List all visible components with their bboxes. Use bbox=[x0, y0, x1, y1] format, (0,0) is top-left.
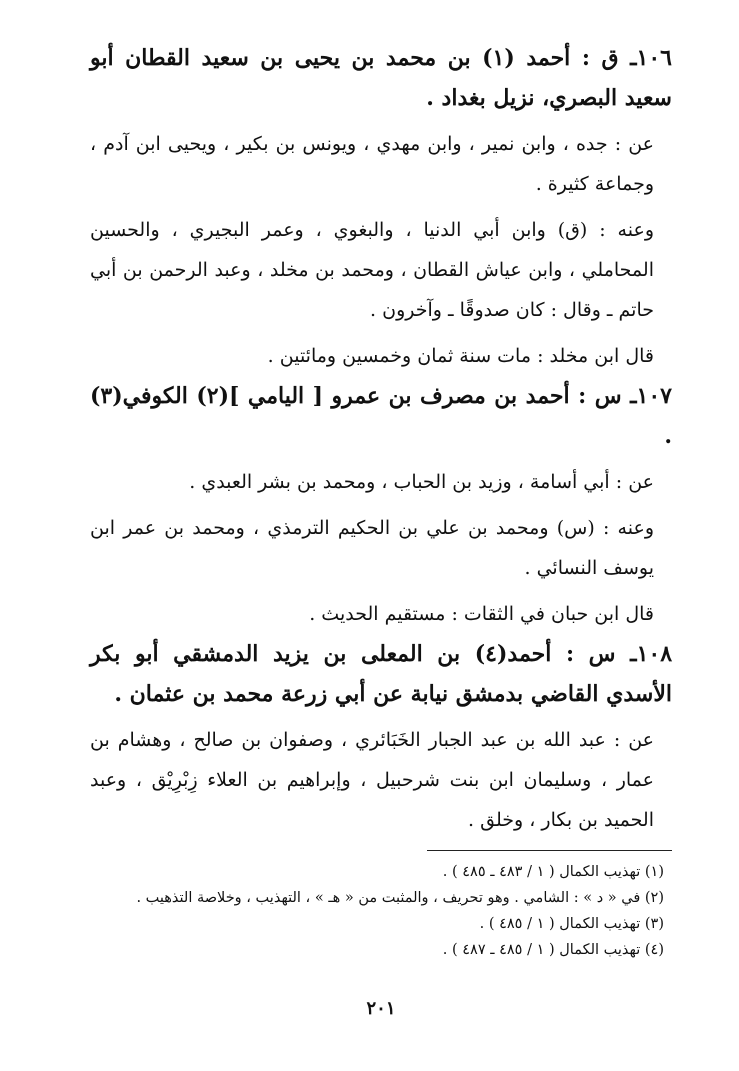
document-page bbox=[90, 38, 673, 1019]
entry-108-teachers: عن : عبد الله بن عبد الجبار الخَبَائري ، وصفوان بن صالح ، وهشام بن عمار ، وسليمان ابن بنت شرحبيل ، وإبراهيم بن العلاء زِبْرِيْق ، وعبد الحميد بن بكار ، وخلق . bbox=[90, 729, 654, 831]
entry-107-teachers: عن : أبي أسامة ، وزيد بن الحباب ، ومحمد بن بشر العبدي . bbox=[189, 471, 654, 493]
footnote-2: (٢) في « د » : الشامي . وهو تحريف ، والمثبت من « هـ » ، التهذيب ، وخلاصة التذهيب . bbox=[136, 890, 664, 906]
entry-107-title: ١٠٧ـ س : أحمد بن مصرف بن عمرو [ اليامي ](٢) الكوفي(٣) . bbox=[90, 383, 672, 449]
footnote-separator bbox=[427, 850, 672, 851]
footnote-3: (٣) تهذيب الكمال ( ١ / ٤٨٥ ) . bbox=[479, 916, 664, 932]
entry-106-students: وعنه : (ق) وابن أبي الدنيا ، والبغوي ، وعمر البجيري ، والحسين المحاملي ، وابن عياش القطان ، ومحمد بن مخلد ، وعبد الرحمن بن أبي حاتم ـ وقال : كان صدوقًا ـ وآخرون . bbox=[90, 219, 654, 321]
footnote-1: (١) تهذيب الكمال ( ١ / ٤٨٣ ـ ٤٨٥ ) . bbox=[442, 864, 664, 880]
entry-106-title: ١٠٦ـ ق : أحمد (١) بن محمد بن يحيى بن سعيد القطان أبو سعيد البصري، نزيل بغداد . bbox=[90, 45, 672, 111]
entry-107-note: قال ابن حبان في الثقات : مستقيم الحديث . bbox=[309, 603, 654, 625]
entry-106-teachers: عن : جده ، وابن نمير ، وابن مهدي ، ويونس بن بكير ، ويحيى ابن آدم ، وجماعة كثيرة . bbox=[90, 133, 654, 195]
entry-108-title: ١٠٨ـ س : أحمد(٤) بن المعلى بن يزيد الدمشقي أبو بكر الأسدي القاضي بدمشق نيابة عن أبي زرعة محمد بن عثمان . bbox=[90, 641, 673, 707]
page-number: ٢٠١ bbox=[366, 998, 396, 1019]
entry-106-note: قال ابن مخلد : مات سنة ثمان وخمسين ومائتين . bbox=[267, 345, 654, 367]
entry-107-students: وعنه : (س) ومحمد بن علي بن الحكيم الترمذي ، ومحمد بن عمر ابن يوسف النسائي . bbox=[90, 517, 654, 579]
footnote-4: (٤) تهذيب الكمال ( ١ / ٤٨٥ ـ ٤٨٧ ) . bbox=[442, 942, 664, 958]
